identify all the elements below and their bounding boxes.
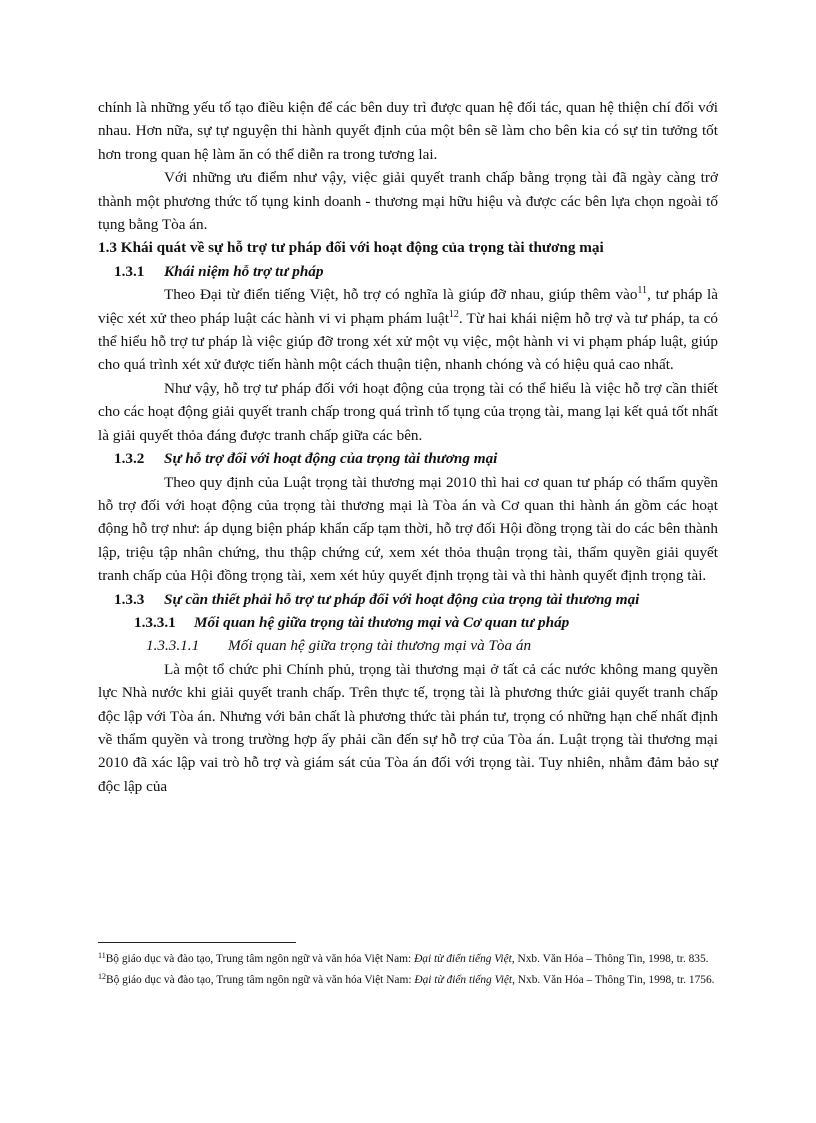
footnote-text: , Nxb. Văn Hóa – Thông Tin, 1998, tr. 1756. (512, 974, 715, 986)
footnote-separator (98, 942, 296, 943)
section-number: 1.3.3 (114, 590, 145, 608)
footnote-text: Bộ giáo dục và đào tạo, Trung tâm ngôn ngữ và văn hóa Việt Nam: (105, 953, 415, 965)
paragraph (98, 283, 718, 377)
paragraph: Như vậy, hỗ trợ tư pháp đối với hoạt động của trọng tài có thể hiểu là việc hỗ trợ cần thiết cho các hoạt động giải quyết tranh chấp trong quá trình tố tụng của trọng tài, mang lại kết quả tốt nhất là giải quyết thỏa đáng được tranh chấp giữa các bên. (98, 379, 718, 444)
section-title: Khái niệm hỗ trợ tư pháp (164, 262, 324, 280)
section-number: 1.3.2 (114, 450, 145, 468)
paragraph: chính là những yếu tố tạo điều kiện để các bên duy trì được quan hệ đối tác, quan hệ thiện chí đối với nhau. Hơn nữa, sự tự nguyện thi hành quyết định của một bên sẽ làm cho bên kia có sự tin tưởng tốt hơn trong quan hệ làm ăn có thể diễn ra trong tương lai. (98, 99, 718, 163)
section-heading-1-3-1 (98, 260, 718, 283)
page-body (98, 96, 718, 798)
section-title: Mối quan hệ giữa trọng tài thương mại và Tòa án (228, 637, 532, 655)
footnote-number: 12 (98, 972, 106, 981)
paragraph-text: . Từ hai khái niệm hỗ trợ và tư pháp, ta có thể hiểu hỗ trợ tư pháp là việc giúp đỡ trong xét xử một vụ việc, một hành vi vi phạm pháp luật, giúp cho quá trình xét xử được tiến hành một cách thuận tiện, nhanh chóng và có hiệu quả cao nhất. (98, 309, 718, 374)
paragraph: Theo quy định của Luật trọng tài thương mại 2010 thì hai cơ quan tư pháp có thẩm quyền hỗ trợ đối với hoạt động của trọng tài thương mại là Tòa án và Cơ quan thi hành án gồm các hoạt động hỗ trợ như: áp dụng biện pháp khẩn cấp tạm thời, hỗ trợ đối Hội đồng trọng tài do các bên thành lập, triệu tập nhân chứng, thu thập chứng cứ, xem xét thỏa thuận trọng tài, thẩm quyền giải quyết tranh chấp của Hội đồng trọng tài, xem xét hủy quyết định trọng tài và thi hành quyết định trọng tài. (98, 473, 718, 585)
paragraph-text: , tư pháp là việc xét xử theo pháp luật các hành vi vi phạm phám luật (98, 286, 719, 327)
section-heading-1-3-3-1-1 (98, 634, 718, 657)
paragraph: Là một tổ chức phi Chính phủ, trọng tài thương mại ở tất cả các nước không mang quyền lực Nhà nước khi giải quyết tranh chấp. Trên thực tế, trọng tài là phương thức giải quyết tranh chấp độc lập với Tòa án. Nhưng với bản chất là phương thức tài phán tư, trọng có những hạn chế nhất định về thẩm quyền và trong trường hợp ấy phải cần đến sự hỗ trợ của Tòa án. Luật trọng tài thương mại 2010 đã xác lập vai trò hỗ trợ và giám sát của Tòa án đối với trọng tài. Tuy nhiên, nhằm đảm bảo sự độc lập của (98, 660, 718, 795)
footnote-text: , Nxb. Văn Hóa – Thông Tin, 1998, tr. 835. (511, 953, 709, 965)
section-number: 1.3.3.1 (134, 613, 176, 631)
footnote-text: Bộ giáo dục và đào tạo, Trung tâm ngôn ngữ và văn hóa Việt Nam: (106, 974, 415, 986)
section-number: 1.3.1 (114, 262, 145, 280)
footnote-book-title: Đại từ điển tiếng Việt (414, 953, 512, 965)
paragraph-text: Theo Đại từ điển tiếng Việt, hỗ trợ có nghĩa là giúp đỡ nhau, giúp thêm vào (164, 286, 638, 304)
section-heading-1-3: 1.3 Khái quát về sự hỗ trợ tư pháp đối với hoạt động của trọng tài thương mại (98, 239, 604, 257)
footnote-book-title: Đại từ điển tiếng Việt (414, 974, 513, 986)
section-heading-1-3-3 (98, 588, 718, 611)
footnote-ref[interactable]: 12 (448, 308, 459, 320)
footnote-number: 11 (98, 951, 106, 960)
footnote (98, 971, 718, 990)
section-number: 1.3.3.1.1 (146, 637, 200, 655)
section-title: Sự hỗ trợ đối với hoạt động của trọng tài thương mại (164, 450, 498, 468)
section-heading-1-3-3-1 (98, 611, 718, 634)
footnote (98, 950, 718, 969)
footnote-ref[interactable]: 11 (637, 285, 648, 297)
section-title: Sự cần thiết phải hỗ trợ tư pháp đối với hoạt động của trọng tài thương mại (164, 590, 640, 608)
section-heading-1-3-2 (98, 447, 718, 470)
footnotes (98, 950, 718, 992)
section-title: Mối quan hệ giữa trọng tài thương mại và Cơ quan tư pháp (194, 613, 570, 631)
paragraph: Với những ưu điểm như vậy, việc giải quyết tranh chấp bằng trọng tài đã ngày càng trở thành một phương thức tố tụng kinh doanh - thương mại hữu hiệu và được các bên lựa chọn ngoài tố tụng bằng Tòa án. (98, 169, 718, 234)
